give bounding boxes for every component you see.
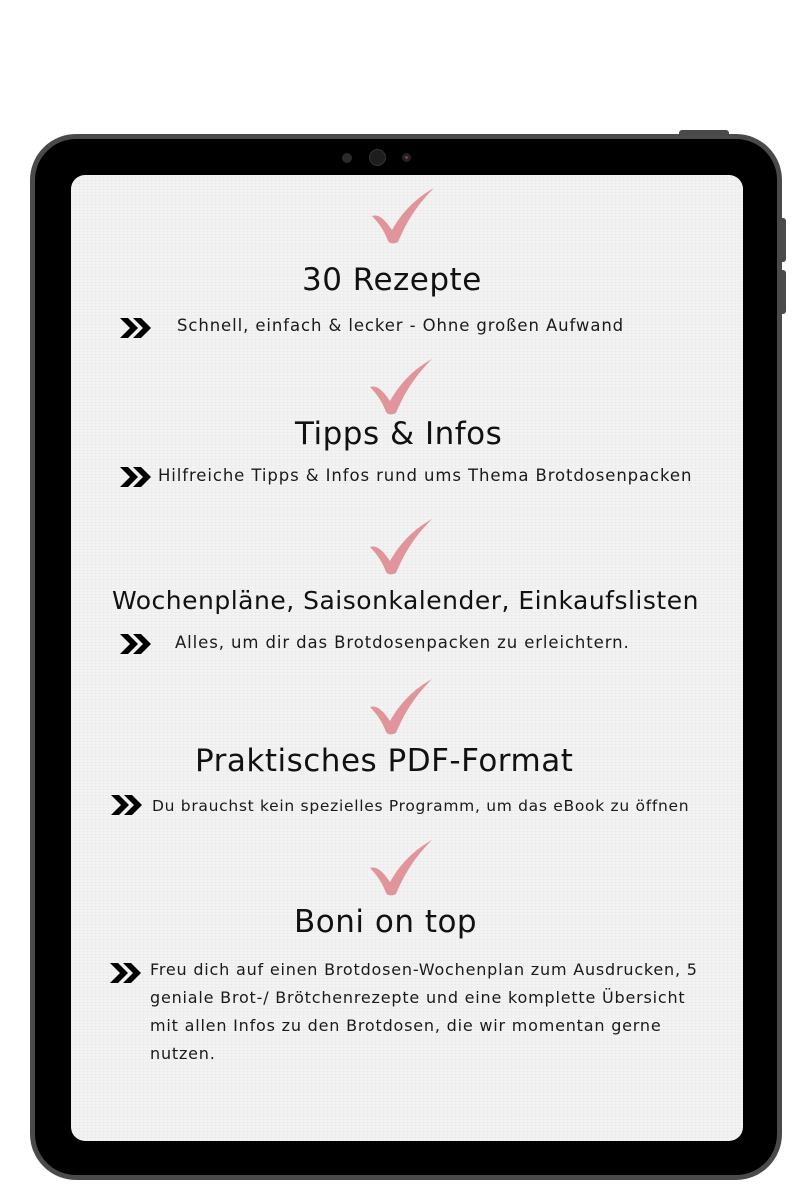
double-chevron-right-icon (118, 316, 152, 340)
checkmark-icon (368, 186, 438, 246)
section-heading: Wochenpläne, Saisonkalender, Einkaufslisten (112, 586, 699, 615)
double-chevron-right-icon (118, 632, 152, 656)
section-text: Hilfreiche Tipps & Infos rund ums Thema Brotdosenpacken (158, 466, 693, 485)
section-heading: 30 Rezepte (302, 262, 482, 298)
section-text: Du brauchst kein spezielles Programm, um das eBook zu öffnen (152, 797, 690, 815)
checkmark-icon (366, 517, 436, 577)
sensor-dot (342, 153, 352, 163)
section-heading: Boni on top (294, 904, 478, 940)
camera-indicator (402, 153, 411, 162)
front-camera (369, 149, 386, 166)
double-chevron-right-icon (118, 465, 152, 489)
section-text: Schnell, einfach & lecker - Ohne großen Aufwand (177, 316, 625, 335)
checkmark-icon (366, 838, 436, 898)
double-chevron-right-icon (109, 793, 143, 817)
section-heading: Praktisches PDF-Format (195, 743, 574, 779)
double-chevron-right-icon (108, 961, 142, 985)
section-text: Freu dich auf einen Brotdosen-Wochenplan zum Ausdrucken, 5 geniale Brot-/ Brötchenrezepte und eine komplette Übersicht mit allen Infos zu den Brotdosen, die wir momentan gerne nutzen. (150, 960, 698, 1063)
checkmark-icon (366, 357, 436, 417)
checkmark-icon (366, 677, 436, 737)
section-text: Alles, um dir das Brotdosenpacken zu erleichtern. (175, 633, 630, 652)
section-heading: Tipps & Infos (295, 416, 503, 452)
